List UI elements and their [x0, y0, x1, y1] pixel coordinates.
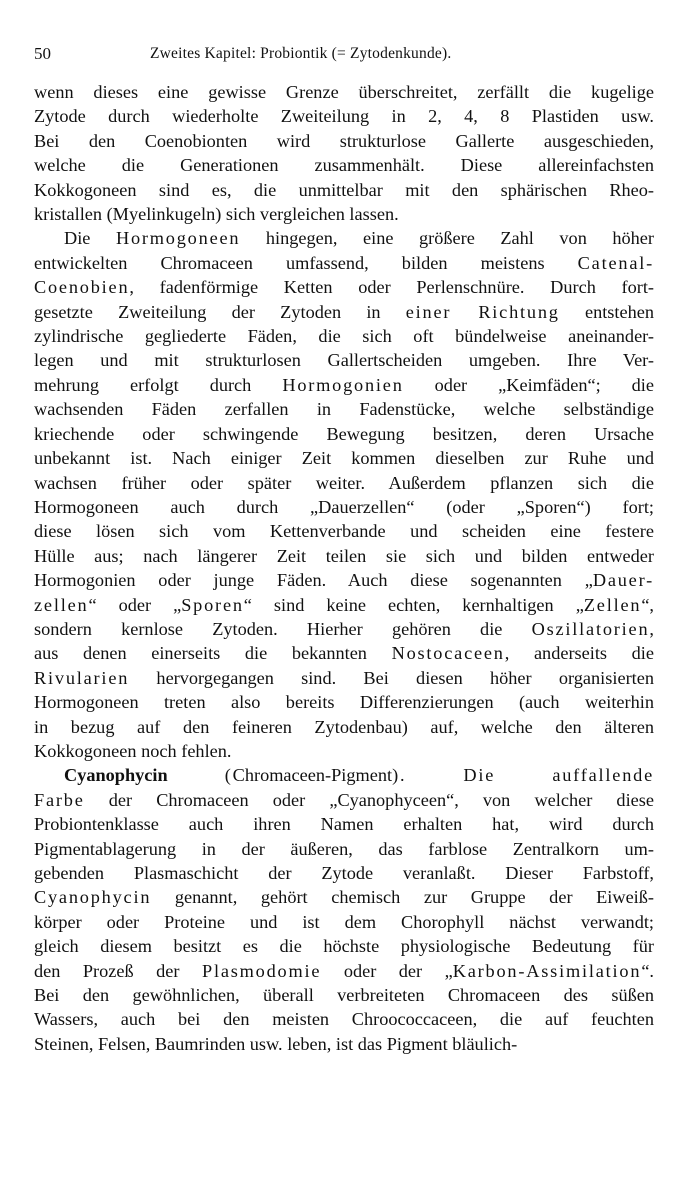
text-run: entstehen	[559, 301, 654, 322]
text-run: den Prozeß der	[34, 960, 202, 981]
text-run: hervorgegangen sind. Bei diesen höher organisierten	[129, 667, 654, 688]
text-line	[34, 812, 654, 836]
text-run: “.	[641, 960, 654, 981]
emphasized-text: Rivularien	[34, 667, 130, 688]
emphasized-text: (	[167, 765, 233, 786]
text-run: Cyanophycin	[64, 765, 168, 786]
text-line	[34, 885, 654, 909]
text-line	[34, 1007, 654, 1031]
emphasized-text: ). Die auffallende	[392, 765, 654, 786]
text-line	[34, 568, 654, 592]
text-run: unbekannt ist. Nach einiger Zeit kommen dieselben zur Ruhe und	[34, 448, 654, 469]
text-run: diese lösen sich vom Kettenverbande und scheiden eine festere	[34, 521, 654, 542]
text-line	[34, 544, 654, 568]
text-run: , fadenförmige Ketten oder Perlenschnüre. Durch fort-	[129, 277, 654, 298]
paragraph-cyanophycin	[34, 763, 654, 1056]
text-line	[34, 934, 654, 958]
text-line	[34, 837, 654, 861]
text-run: Kokkogoneen noch fehlen.	[34, 740, 232, 761]
page-number: 50	[34, 44, 51, 63]
text-line	[34, 251, 654, 275]
text-run: wenn dieses eine gewisse Grenze überschreitet, zerfällt die kugelige	[34, 82, 654, 102]
text-line	[34, 641, 654, 665]
text-line	[34, 153, 654, 177]
text-line	[34, 519, 654, 543]
text-run: “ oder „	[88, 594, 182, 615]
text-line	[34, 763, 654, 787]
text-run: welche die Generationen zusammenhält. Diese allereinfachsten	[34, 155, 654, 176]
text-run: Hormogoneen auch durch „Dauerzellen“ (oder „Sporen“) fort;	[34, 496, 654, 517]
text-line	[34, 1032, 654, 1056]
text-run: Zytode durch wiederholte Zweiteilung in 2, 4, 8 Plastiden usw.	[34, 106, 654, 127]
text-line	[34, 666, 654, 690]
text-line	[34, 300, 654, 324]
text-run: wachsen früher oder später weiter. Außerdem pflanzen sich die	[34, 472, 654, 493]
text-run: oder der „	[321, 960, 453, 981]
paragraph-kokkogoneen	[34, 80, 654, 226]
text-run: oder „Keimfäden“; die	[403, 374, 654, 395]
paragraph-hormogoneen	[34, 226, 654, 763]
text-run: in bezug auf den feineren Zytodenbau) auf, welche den älteren	[34, 716, 654, 737]
text-line	[34, 861, 654, 885]
text-run: wachsenden Fäden zerfallen in Fadenstücke, welche selbständige	[34, 399, 654, 420]
text-run: Hormogonien oder junge Fäden. Auch diese sogenannten „	[34, 570, 593, 591]
emphasized-text: einer Richtung	[405, 301, 560, 322]
text-line	[34, 104, 654, 128]
text-run: kriechende oder schwingende Bewegung besitzen, deren Ursache	[34, 423, 654, 444]
text-run: entwickelten Chromaceen umfassend, bilden meistens	[34, 252, 578, 273]
emphasized-text: Plasmodomie	[201, 960, 322, 981]
emphasized-text: Oszillatorien	[531, 618, 650, 639]
text-run: körper oder Proteine und ist dem Chorophyll nächst verwandt;	[34, 911, 654, 932]
running-title: Zweites Kapitel: Probiontik (= Zytodenkunde).	[150, 45, 452, 62]
emphasized-text: Hormogonien	[282, 374, 404, 395]
text-line	[34, 397, 654, 421]
text-run: “ sind keine echten, kernhaltigen „	[243, 594, 584, 615]
emphasized-text: Catenal-	[577, 252, 654, 273]
text-run: zylindrische gegliederte Fäden, die sich oft bündelweise aneinander-	[34, 326, 654, 347]
text-run: Wassers, auch bei den meisten Chroococcaceen, die auf feuchten	[34, 1009, 654, 1030]
text-line	[34, 739, 654, 763]
text-line	[34, 324, 654, 348]
text-line	[34, 715, 654, 739]
text-run: aus denen einerseits die bekannten	[34, 643, 392, 664]
text-run: Die	[64, 228, 116, 249]
text-run: sondern kernlose Zytoden. Hierher gehören die	[34, 618, 532, 639]
text-line	[34, 446, 654, 470]
text-run: Bei den Coenobionten wird strukturlose Gallerte ausgeschieden,	[34, 130, 654, 151]
text-line	[34, 910, 654, 934]
document-page	[34, 44, 654, 1056]
text-line	[34, 959, 654, 983]
text-run: genannt, gehört chemisch zur Gruppe der Eiweiß-	[151, 887, 654, 908]
text-run: Pigmentablagerung in der äußeren, das farblose Zentralkorn um-	[34, 838, 654, 859]
emphasized-text: Hormogoneen	[115, 228, 241, 249]
text-run: , anderseits die	[504, 643, 654, 664]
text-run: gebenden Plasmaschicht der Zytode veranlaßt. Dieser Farbstoff,	[34, 863, 654, 883]
text-run: kristallen (Myelinkugeln) sich vergleichen lassen.	[34, 204, 399, 225]
text-line	[34, 275, 654, 299]
text-line	[34, 593, 654, 617]
emphasized-text: Zellen	[583, 594, 642, 615]
emphasized-text: zellen	[34, 594, 89, 615]
text-line	[34, 373, 654, 397]
text-line	[34, 471, 654, 495]
text-line	[34, 495, 654, 519]
text-line	[34, 788, 654, 812]
text-run: Hülle aus; nach längerer Zeit teilen sie sich und bilden entweder	[34, 545, 654, 566]
emphasized-text: Farbe	[34, 789, 85, 810]
text-run: ,	[649, 618, 654, 639]
emphasized-text: Cyanophycin	[34, 887, 152, 908]
text-run: Chromaceen-Pigment	[232, 765, 393, 786]
text-line	[34, 80, 654, 104]
text-run: Steinen, Felsen, Baumrinden usw. leben, ist das Pigment bläulich-	[34, 1033, 518, 1054]
text-run: gleich diesem besitzt es die höchste physiologische Bedeutung für	[34, 936, 654, 957]
text-run: “,	[641, 594, 654, 615]
text-line	[34, 226, 654, 250]
text-run: Probiontenklasse auch ihren Namen erhalten hat, wird durch	[34, 814, 654, 835]
text-line	[34, 690, 654, 714]
emphasized-text: Dauer-	[592, 570, 654, 591]
text-run: Hormogoneen treten also bereits Differenzierungen (auch weiterhin	[34, 692, 654, 713]
emphasized-text: Coenobien	[34, 277, 130, 298]
text-run: hingegen, eine größere Zahl von höher	[240, 228, 655, 249]
text-line	[34, 348, 654, 372]
text-line	[34, 129, 654, 153]
text-run: legen und mit strukturlosen Gallertscheiden umgeben. Ihre Ver-	[34, 350, 654, 371]
text-run: mehrung erfolgt durch	[34, 374, 283, 395]
text-line	[34, 178, 654, 202]
text-line	[34, 422, 654, 446]
text-line	[34, 617, 654, 641]
text-run: der Chromaceen oder „Cyanophyceen“, von welcher diese	[84, 789, 654, 810]
text-line	[34, 202, 654, 226]
text-line	[34, 983, 654, 1007]
emphasized-text: Nostocaceen	[391, 643, 505, 664]
page-header	[34, 44, 654, 80]
text-run: gesetzte Zweiteilung der Zytoden in	[34, 301, 406, 322]
emphasized-text: Karbon-Assimilation	[452, 960, 642, 981]
text-run: Bei den gewöhnlichen, überall verbreiteten Chromaceen des süßen	[34, 985, 654, 1006]
emphasized-text: Sporen	[181, 594, 244, 615]
text-run: Kokkogoneen sind es, die unmittelbar mit den sphärischen Rheo-	[34, 179, 654, 200]
